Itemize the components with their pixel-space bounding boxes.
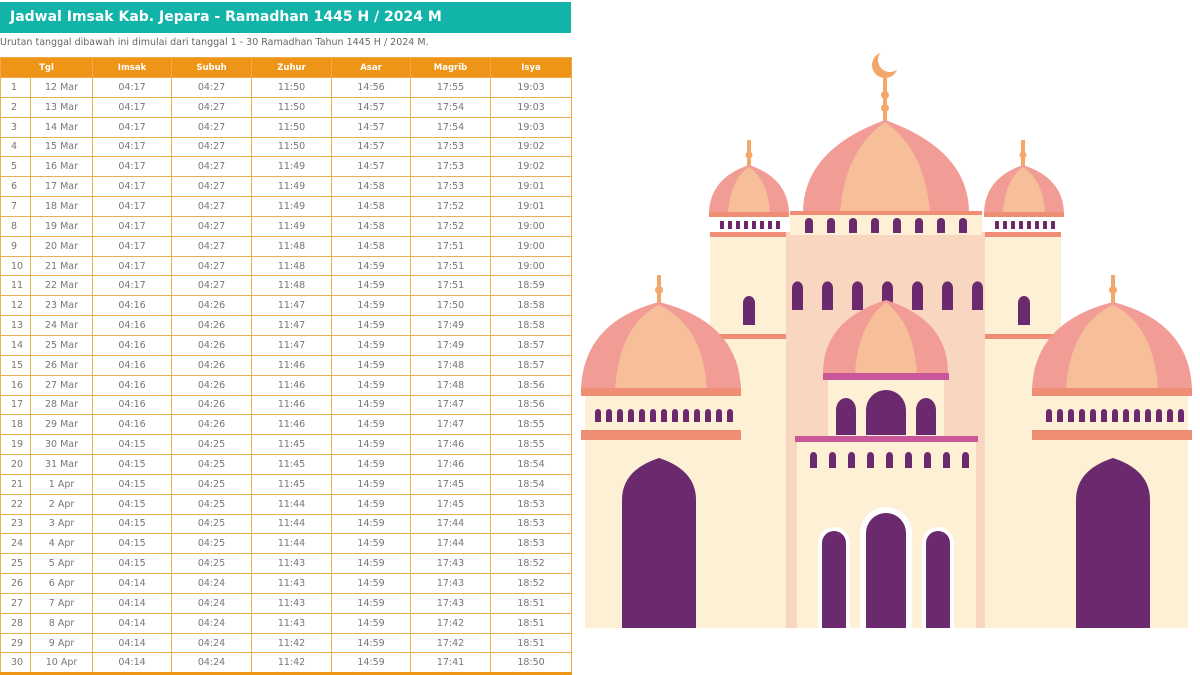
time-cell: 17:55: [411, 78, 491, 98]
time-cell: 14:59: [332, 514, 411, 534]
time-cell: 19:00: [491, 236, 572, 256]
date-cell: 12 Mar: [31, 78, 93, 98]
time-cell: 17:43: [411, 574, 491, 594]
column-header-zuhur: Zuhur: [252, 58, 332, 78]
day-number: 6: [1, 177, 31, 197]
time-cell: 04:27: [172, 97, 252, 117]
time-cell: 14:59: [332, 653, 411, 674]
time-cell: 04:17: [93, 117, 172, 137]
time-cell: 17:49: [411, 316, 491, 336]
day-number: 25: [1, 554, 31, 574]
table-row: [1, 455, 572, 475]
time-cell: 18:54: [491, 455, 572, 475]
column-header-subuh: Subuh: [172, 58, 252, 78]
time-cell: 04:25: [172, 514, 252, 534]
date-cell: 30 Mar: [31, 435, 93, 455]
time-cell: 19:01: [491, 197, 572, 217]
time-cell: 04:27: [172, 78, 252, 98]
time-cell: 11:48: [252, 236, 332, 256]
time-cell: 11:42: [252, 633, 332, 653]
day-number: 21: [1, 474, 31, 494]
time-cell: 14:59: [332, 375, 411, 395]
date-cell: 7 Apr: [31, 593, 93, 613]
time-cell: 17:47: [411, 415, 491, 435]
time-cell: 04:26: [172, 335, 252, 355]
table-row: [1, 554, 572, 574]
time-cell: 04:25: [172, 455, 252, 475]
day-number: 27: [1, 593, 31, 613]
day-number: 11: [1, 276, 31, 296]
date-cell: 25 Mar: [31, 335, 93, 355]
time-cell: 04:14: [93, 613, 172, 633]
time-cell: 18:59: [491, 276, 572, 296]
time-cell: 18:55: [491, 415, 572, 435]
time-cell: 17:51: [411, 276, 491, 296]
time-cell: 04:16: [93, 415, 172, 435]
time-cell: 14:57: [332, 117, 411, 137]
time-cell: 04:17: [93, 256, 172, 276]
time-cell: 04:16: [93, 335, 172, 355]
table-row: [1, 216, 572, 236]
date-cell: 13 Mar: [31, 97, 93, 117]
time-cell: 11:49: [252, 157, 332, 177]
time-cell: 17:41: [411, 653, 491, 674]
time-cell: 04:24: [172, 653, 252, 674]
time-cell: 04:27: [172, 197, 252, 217]
time-cell: 18:54: [491, 474, 572, 494]
column-header-magrib: Magrib: [411, 58, 491, 78]
date-cell: 31 Mar: [31, 455, 93, 475]
time-cell: 11:43: [252, 554, 332, 574]
date-cell: 10 Apr: [31, 653, 93, 674]
date-cell: 3 Apr: [31, 514, 93, 534]
time-cell: 18:51: [491, 613, 572, 633]
time-cell: 14:59: [332, 633, 411, 653]
time-cell: 14:59: [332, 256, 411, 276]
time-cell: 04:15: [93, 494, 172, 514]
time-cell: 11:43: [252, 613, 332, 633]
column-header-imsak: Imsak: [93, 58, 172, 78]
time-cell: 19:02: [491, 157, 572, 177]
time-cell: 14:59: [332, 355, 411, 375]
time-cell: 17:54: [411, 97, 491, 117]
time-cell: 11:45: [252, 455, 332, 475]
day-number: 17: [1, 395, 31, 415]
time-cell: 04:24: [172, 633, 252, 653]
date-cell: 27 Mar: [31, 375, 93, 395]
day-number: 4: [1, 137, 31, 157]
day-number: 29: [1, 633, 31, 653]
day-number: 16: [1, 375, 31, 395]
time-cell: 18:56: [491, 395, 572, 415]
table-row: [1, 395, 572, 415]
time-cell: 04:14: [93, 633, 172, 653]
time-cell: 04:16: [93, 355, 172, 375]
day-number: 24: [1, 534, 31, 554]
time-cell: 17:48: [411, 355, 491, 375]
time-cell: 14:58: [332, 236, 411, 256]
date-cell: 1 Apr: [31, 474, 93, 494]
time-cell: 04:26: [172, 316, 252, 336]
time-cell: 14:59: [332, 415, 411, 435]
column-header-isya: Isya: [491, 58, 572, 78]
table-row: [1, 514, 572, 534]
time-cell: 17:45: [411, 474, 491, 494]
day-number: 20: [1, 455, 31, 475]
time-cell: 04:14: [93, 574, 172, 594]
time-cell: 14:58: [332, 216, 411, 236]
time-cell: 19:01: [491, 177, 572, 197]
time-cell: 19:03: [491, 117, 572, 137]
time-cell: 04:17: [93, 216, 172, 236]
time-cell: 04:17: [93, 197, 172, 217]
crescent-icon: [872, 48, 902, 78]
time-cell: 17:46: [411, 435, 491, 455]
time-cell: 04:25: [172, 435, 252, 455]
time-cell: 04:25: [172, 474, 252, 494]
date-cell: 24 Mar: [31, 316, 93, 336]
day-number: 30: [1, 653, 31, 674]
table-row: [1, 435, 572, 455]
time-cell: 04:24: [172, 593, 252, 613]
time-cell: 14:59: [332, 335, 411, 355]
day-number: 2: [1, 97, 31, 117]
day-number: 13: [1, 316, 31, 336]
time-cell: 17:42: [411, 633, 491, 653]
table-row: [1, 316, 572, 336]
time-cell: 04:15: [93, 455, 172, 475]
time-cell: 17:44: [411, 514, 491, 534]
column-header-tgl: Tgl: [1, 58, 93, 78]
time-cell: 04:27: [172, 157, 252, 177]
day-number: 7: [1, 197, 31, 217]
time-cell: 04:16: [93, 296, 172, 316]
table-row: [1, 474, 572, 494]
day-number: 19: [1, 435, 31, 455]
day-number: 28: [1, 613, 31, 633]
time-cell: 04:27: [172, 276, 252, 296]
time-cell: 11:46: [252, 375, 332, 395]
time-cell: 18:55: [491, 435, 572, 455]
time-cell: 11:44: [252, 494, 332, 514]
page-title: Jadwal Imsak Kab. Jepara - Ramadhan 1445 H / 2024 M: [0, 2, 571, 33]
time-cell: 17:50: [411, 296, 491, 316]
time-cell: 14:59: [332, 395, 411, 415]
time-cell: 18:50: [491, 653, 572, 674]
table-row: [1, 534, 572, 554]
time-cell: 11:46: [252, 355, 332, 375]
date-cell: 16 Mar: [31, 157, 93, 177]
time-cell: 04:15: [93, 534, 172, 554]
time-cell: 04:24: [172, 574, 252, 594]
time-cell: 04:15: [93, 554, 172, 574]
time-cell: 19:03: [491, 78, 572, 98]
date-cell: 4 Apr: [31, 534, 93, 554]
time-cell: 17:54: [411, 117, 491, 137]
time-cell: 04:24: [172, 613, 252, 633]
column-header-asar: Asar: [332, 58, 411, 78]
time-cell: 11:43: [252, 574, 332, 594]
day-number: 22: [1, 494, 31, 514]
time-cell: 04:16: [93, 395, 172, 415]
time-cell: 04:17: [93, 276, 172, 296]
time-cell: 11:50: [252, 78, 332, 98]
time-cell: 14:57: [332, 157, 411, 177]
day-number: 18: [1, 415, 31, 435]
time-cell: 18:58: [491, 316, 572, 336]
date-cell: 9 Apr: [31, 633, 93, 653]
time-cell: 18:57: [491, 355, 572, 375]
time-cell: 17:44: [411, 534, 491, 554]
time-cell: 18:58: [491, 296, 572, 316]
time-cell: 14:59: [332, 316, 411, 336]
date-cell: 20 Mar: [31, 236, 93, 256]
time-cell: 17:49: [411, 335, 491, 355]
time-cell: 18:53: [491, 494, 572, 514]
time-cell: 04:27: [172, 137, 252, 157]
time-cell: 14:59: [332, 494, 411, 514]
time-cell: 11:50: [252, 137, 332, 157]
time-cell: 11:47: [252, 296, 332, 316]
time-cell: 11:47: [252, 335, 332, 355]
date-cell: 15 Mar: [31, 137, 93, 157]
table-row: [1, 97, 572, 117]
time-cell: 14:57: [332, 137, 411, 157]
time-cell: 14:59: [332, 474, 411, 494]
date-cell: 19 Mar: [31, 216, 93, 236]
time-cell: 11:50: [252, 117, 332, 137]
time-cell: 14:59: [332, 593, 411, 613]
time-cell: 14:59: [332, 534, 411, 554]
time-cell: 11:43: [252, 593, 332, 613]
day-number: 15: [1, 355, 31, 375]
time-cell: 14:58: [332, 177, 411, 197]
day-number: 26: [1, 574, 31, 594]
time-cell: 11:50: [252, 97, 332, 117]
mosque-illustration: [575, 40, 1200, 635]
time-cell: 11:47: [252, 316, 332, 336]
time-cell: 14:59: [332, 613, 411, 633]
time-cell: 04:17: [93, 157, 172, 177]
table-row: [1, 375, 572, 395]
time-cell: 18:51: [491, 633, 572, 653]
time-cell: 11:49: [252, 197, 332, 217]
date-cell: 6 Apr: [31, 574, 93, 594]
time-cell: 19:00: [491, 256, 572, 276]
table-row: [1, 355, 572, 375]
table-row: [1, 613, 572, 633]
table-row: [1, 593, 572, 613]
time-cell: 11:46: [252, 415, 332, 435]
date-cell: 14 Mar: [31, 117, 93, 137]
time-cell: 17:52: [411, 216, 491, 236]
day-number: 12: [1, 296, 31, 316]
time-cell: 19:00: [491, 216, 572, 236]
table-row: [1, 137, 572, 157]
time-cell: 14:58: [332, 197, 411, 217]
schedule-table: [0, 57, 572, 675]
date-cell: 5 Apr: [31, 554, 93, 574]
table-row: [1, 276, 572, 296]
time-cell: 17:51: [411, 236, 491, 256]
time-cell: 11:48: [252, 256, 332, 276]
time-cell: 04:26: [172, 355, 252, 375]
date-cell: 22 Mar: [31, 276, 93, 296]
day-number: 10: [1, 256, 31, 276]
table-row: [1, 574, 572, 594]
time-cell: 04:25: [172, 534, 252, 554]
date-cell: 17 Mar: [31, 177, 93, 197]
time-cell: 04:27: [172, 177, 252, 197]
date-cell: 21 Mar: [31, 256, 93, 276]
table-row: [1, 256, 572, 276]
table-row: [1, 117, 572, 137]
time-cell: 19:03: [491, 97, 572, 117]
time-cell: 04:14: [93, 593, 172, 613]
table-row: [1, 157, 572, 177]
time-cell: 04:27: [172, 236, 252, 256]
time-cell: 17:53: [411, 137, 491, 157]
time-cell: 17:53: [411, 177, 491, 197]
time-cell: 14:59: [332, 276, 411, 296]
date-cell: 2 Apr: [31, 494, 93, 514]
time-cell: 04:26: [172, 415, 252, 435]
time-cell: 18:52: [491, 554, 572, 574]
time-cell: 18:53: [491, 534, 572, 554]
date-cell: 26 Mar: [31, 355, 93, 375]
date-cell: 23 Mar: [31, 296, 93, 316]
time-cell: 04:26: [172, 375, 252, 395]
table-row: [1, 653, 572, 674]
time-cell: 04:17: [93, 177, 172, 197]
time-cell: 11:45: [252, 435, 332, 455]
time-cell: 14:59: [332, 455, 411, 475]
time-cell: 19:02: [491, 137, 572, 157]
table-row: [1, 197, 572, 217]
time-cell: 18:51: [491, 593, 572, 613]
time-cell: 04:16: [93, 375, 172, 395]
date-cell: 29 Mar: [31, 415, 93, 435]
time-cell: 14:59: [332, 296, 411, 316]
day-number: 5: [1, 157, 31, 177]
schedule-panel: [0, 0, 571, 675]
time-cell: 11:44: [252, 534, 332, 554]
table-row: [1, 296, 572, 316]
time-cell: 14:59: [332, 554, 411, 574]
time-cell: 04:25: [172, 554, 252, 574]
day-number: 23: [1, 514, 31, 534]
time-cell: 04:15: [93, 474, 172, 494]
time-cell: 17:45: [411, 494, 491, 514]
time-cell: 17:51: [411, 256, 491, 276]
day-number: 1: [1, 78, 31, 98]
time-cell: 17:43: [411, 593, 491, 613]
time-cell: 11:49: [252, 216, 332, 236]
table-row: [1, 494, 572, 514]
time-cell: 17:46: [411, 455, 491, 475]
time-cell: 17:52: [411, 197, 491, 217]
table-row: [1, 78, 572, 98]
date-cell: 8 Apr: [31, 613, 93, 633]
day-number: 9: [1, 236, 31, 256]
time-cell: 04:17: [93, 78, 172, 98]
time-cell: 04:26: [172, 395, 252, 415]
time-cell: 17:43: [411, 554, 491, 574]
time-cell: 11:42: [252, 653, 332, 674]
time-cell: 18:53: [491, 514, 572, 534]
time-cell: 17:42: [411, 613, 491, 633]
time-cell: 04:14: [93, 653, 172, 674]
time-cell: 04:27: [172, 216, 252, 236]
time-cell: 04:17: [93, 97, 172, 117]
table-header-row: [1, 58, 572, 78]
time-cell: 04:25: [172, 494, 252, 514]
table-row: [1, 415, 572, 435]
time-cell: 11:49: [252, 177, 332, 197]
time-cell: 04:27: [172, 117, 252, 137]
time-cell: 17:48: [411, 375, 491, 395]
time-cell: 04:26: [172, 296, 252, 316]
time-cell: 04:16: [93, 316, 172, 336]
time-cell: 14:56: [332, 78, 411, 98]
table-row: [1, 633, 572, 653]
table-row: [1, 177, 572, 197]
table-row: [1, 335, 572, 355]
time-cell: 18:57: [491, 335, 572, 355]
time-cell: 17:47: [411, 395, 491, 415]
time-cell: 11:45: [252, 474, 332, 494]
time-cell: 04:17: [93, 236, 172, 256]
date-cell: 18 Mar: [31, 197, 93, 217]
table-row: [1, 236, 572, 256]
time-cell: 11:48: [252, 276, 332, 296]
time-cell: 11:46: [252, 395, 332, 415]
day-number: 14: [1, 335, 31, 355]
time-cell: 14:57: [332, 97, 411, 117]
day-number: 3: [1, 117, 31, 137]
time-cell: 17:53: [411, 157, 491, 177]
time-cell: 14:59: [332, 435, 411, 455]
time-cell: 14:59: [332, 574, 411, 594]
time-cell: 04:15: [93, 435, 172, 455]
time-cell: 18:52: [491, 574, 572, 594]
intro-text: Urutan tanggal dibawah ini dimulai dari tanggal 1 - 30 Ramadhan Tahun 1445 H / 2024 M.: [0, 37, 429, 48]
time-cell: 18:56: [491, 375, 572, 395]
time-cell: 04:27: [172, 256, 252, 276]
time-cell: 11:44: [252, 514, 332, 534]
time-cell: 04:17: [93, 137, 172, 157]
time-cell: 04:15: [93, 514, 172, 534]
day-number: 8: [1, 216, 31, 236]
date-cell: 28 Mar: [31, 395, 93, 415]
